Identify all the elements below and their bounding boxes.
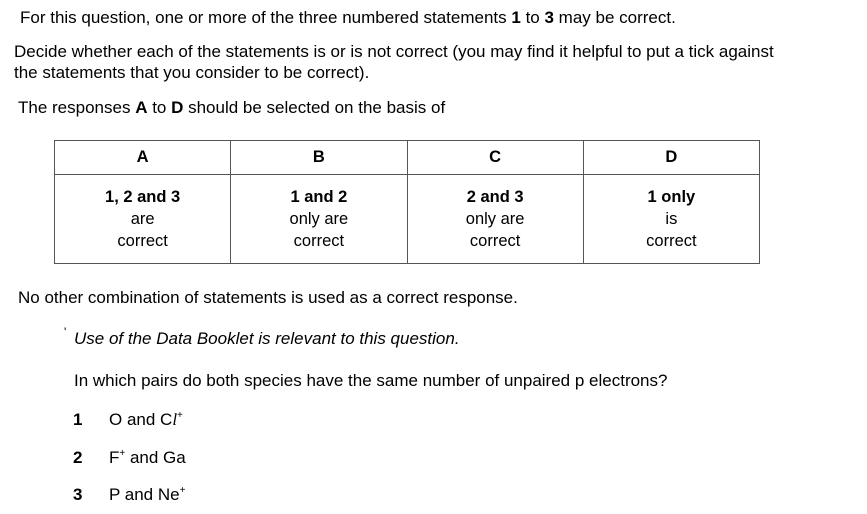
intro-bold: 1 [511,8,521,27]
intro-line-4 [18,98,445,118]
cell-d-line-3: correct [646,232,697,250]
cell-d-line-1: 1 only [647,188,696,206]
option-3-text [109,485,185,508]
header-b: B [231,141,407,175]
header-d: D [583,141,759,175]
cell-b-line-2: only are [289,210,349,228]
cell-b-line-1: 1 and 2 [290,188,348,206]
cell-a [55,175,231,264]
option-3-species: P and Ne [109,485,180,504]
intro-text: may be correct. [553,8,676,27]
option-2-number: 2 [73,448,83,467]
intro-text: should be selected on the basis of [183,98,446,117]
intro-line-3: the statements that you consider to be correct). [14,63,370,82]
response-key-table [54,140,760,264]
header-c: C [407,141,583,175]
option-2-text [109,448,186,471]
cell-d [583,175,759,264]
cell-d-line-2: is [665,210,678,228]
intro-text: to [520,8,545,27]
intro-line-1 [20,8,676,28]
data-booklet-note: Use of the Data Booklet is relevant to this question. [74,329,460,348]
cell-a-line-3: correct [117,232,168,250]
intro-text: For this question, one or more of the three numbered statements [20,8,512,27]
intro-bold: A [135,98,148,117]
cell-c-line-2: only are [465,210,525,228]
option-3-charge: + [179,485,186,496]
note-line: No other combination of statements is used as a correct response. [18,288,518,307]
option-2-species: F [109,448,120,467]
cell-c-line-3: correct [469,232,521,250]
option-1-text [109,410,183,433]
tick-mark: ' [64,325,67,339]
option-2-rest: and Ga [125,448,186,467]
header-a: A [55,141,231,175]
option-1-charge: + [177,410,183,421]
intro-bold: 3 [544,8,554,27]
intro-text: to [147,98,172,117]
cell-a-line-1: 1, 2 and 3 [105,188,181,206]
option-1-number: 1 [73,410,83,429]
option-1-species: O and C [109,410,173,429]
cell-a-line-2: are [130,210,155,228]
cell-b-line-3: correct [293,232,345,250]
question-prompt: In which pairs do both species have the same number of unpaired p electrons? [74,371,668,390]
cell-b [231,175,407,264]
cell-c [407,175,583,264]
intro-bold: D [171,98,184,117]
option-1-ital: l [172,410,178,429]
option-2-charge: + [119,448,126,459]
cell-c-line-1: 2 and 3 [466,188,524,206]
intro-line-2: Decide whether each of the statements is or is not correct (you may find it helpful to put a tick against [14,42,774,61]
intro-text: The responses [18,98,136,117]
option-3-number: 3 [73,485,83,504]
